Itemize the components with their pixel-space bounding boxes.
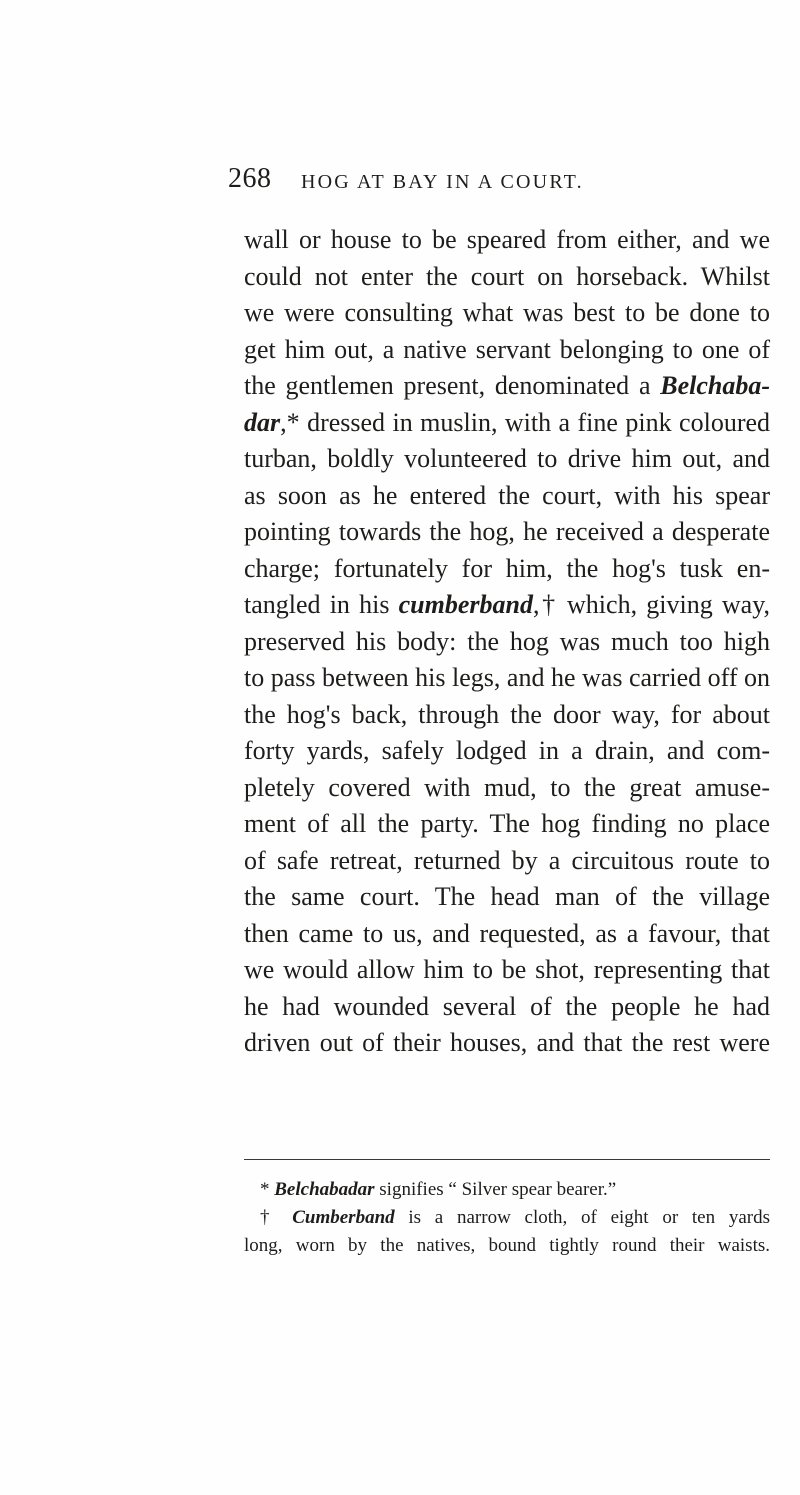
text-line: forty yards, safely lodged in a drain, and com-: [244, 736, 770, 765]
footnote-2: † Cumberband is a narrow cloth, of eight or ten yards: [260, 1207, 770, 1228]
text-line: pletely covered with mud, to the great amuse-: [244, 772, 770, 802]
text-line: the hog's back, through the door way, for about: [244, 699, 770, 729]
text-line: to pass between his legs, and he was carried off on: [244, 663, 770, 692]
text-line: get him out, a native servant belonging to one of: [244, 334, 770, 364]
text-line: as soon as he entered the court, with his spear: [244, 480, 770, 510]
footnote-ref: ,*: [280, 407, 308, 437]
footnote-2-cont: long, worn by the natives, bound tightly round their waists.: [244, 1235, 770, 1256]
body-text: [244, 222, 770, 1062]
text-line: he had wounded several of the people he had: [244, 991, 770, 1021]
footnote-divider: [244, 1159, 770, 1160]
text-line: charge; fortunately for him, the hog's tusk en-: [244, 553, 770, 583]
text-line: could not enter the court on horseback. Whilst: [244, 261, 770, 291]
text-line: of safe retreat, returned by a circuitous route to: [244, 845, 770, 875]
text-line: tangled in his cumberband,† which, giving way,: [244, 590, 771, 619]
running-head: [228, 163, 788, 203]
text-line: we were consulting what was best to be done to: [244, 298, 770, 327]
text-line: driven out of their houses, and that the rest were: [244, 1028, 770, 1057]
page-number: 268: [228, 163, 272, 194]
text-line: then came to us, and requested, as a favour, that: [244, 918, 770, 948]
footnotes: [244, 1176, 770, 1260]
text-line: the gentlemen present, denominated a Belchaba-: [244, 371, 770, 400]
term-belchabadar-cont: dar: [244, 407, 281, 437]
footnote-1: * Belchabadar signifies “ Silver spear bearer.”: [260, 1179, 617, 1200]
text-line: dar,* dressed in muslin, with a fine pink coloured: [244, 407, 771, 437]
term-cumberband: cumberband: [398, 590, 533, 619]
text-line: pointing towards the hog, he received a desperate: [244, 517, 770, 546]
text-line: the same court. The head man of the village: [244, 882, 770, 911]
text-line: preserved his body: the hog was much too high: [244, 626, 770, 656]
text-line: turban, boldly volunteered to drive him out, and: [244, 444, 770, 473]
text-line: wall or house to be speared from either, and we: [244, 225, 770, 254]
text-line: we would allow him to be shot, representing that: [244, 955, 770, 984]
text-line: ment of all the party. The hog finding no place: [244, 809, 770, 838]
term-belchabadar: Belchaba-: [660, 371, 770, 400]
footnote-ref: ,†: [532, 590, 568, 619]
running-title: HOG AT BAY IN A COURT.: [301, 171, 584, 193]
